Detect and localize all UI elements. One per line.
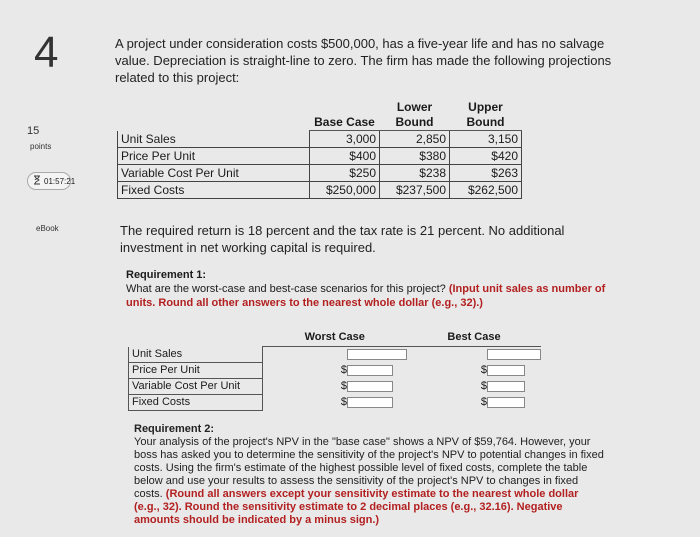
table-row bbox=[129, 362, 542, 378]
header-lower-bound: Lower Bound bbox=[380, 100, 450, 131]
points-label: points bbox=[30, 142, 52, 151]
cell-value: $238 bbox=[380, 165, 450, 182]
currency-symbol: $ bbox=[340, 364, 347, 376]
cell-value: $262,500 bbox=[450, 182, 522, 199]
hourglass-icon bbox=[32, 175, 42, 187]
cell-value: $237,500 bbox=[380, 182, 450, 199]
row-label: Unit Sales bbox=[129, 347, 263, 363]
points-value: 15 bbox=[27, 125, 40, 137]
best-fixed-costs-input[interactable] bbox=[487, 397, 525, 408]
best-unit-sales-input[interactable] bbox=[487, 349, 541, 360]
cell-value: $250 bbox=[310, 165, 380, 182]
cell-value: 3,150 bbox=[450, 131, 522, 148]
currency-symbol: $ bbox=[480, 396, 487, 408]
currency-symbol bbox=[407, 347, 487, 363]
row-label: Price Per Unit bbox=[118, 148, 310, 165]
cell-value: 3,000 bbox=[310, 131, 380, 148]
requirement-2-body: Your analysis of the project's NPV in the "base case" shows a NPV of $59,764. However, your boss has asked you to determine the sensitivity of the project's NPV to potential changes in fixed costs. Using the firm's estimate of the highest possible level of fixed costs, complete the table below and use your results to assess the sensitivity of the project's NPV to changes in fixed costs. bbox=[134, 436, 604, 500]
cell-value: $250,000 bbox=[310, 182, 380, 199]
requirement-1 bbox=[126, 268, 606, 310]
requirement-2 bbox=[134, 423, 606, 527]
cell-value: 2,850 bbox=[380, 131, 450, 148]
currency-symbol: $ bbox=[480, 364, 487, 376]
scenario-table bbox=[128, 328, 541, 411]
row-label: Variable Cost Per Unit bbox=[118, 165, 310, 182]
row-label: Price Per Unit bbox=[129, 362, 263, 378]
currency-symbol: $ bbox=[340, 380, 347, 392]
currency-symbol: $ bbox=[480, 380, 487, 392]
cell-value: $400 bbox=[310, 148, 380, 165]
table-row bbox=[118, 182, 522, 199]
return-text: The required return is 18 percent and the tax rate is 21 percent. No additional investment in net working capital is required. bbox=[120, 223, 565, 255]
header-best-case: Best Case bbox=[407, 328, 541, 347]
cell-value: $420 bbox=[450, 148, 522, 165]
table-row bbox=[129, 347, 542, 363]
worst-fixed-costs-input[interactable] bbox=[347, 397, 393, 408]
row-label: Unit Sales bbox=[118, 131, 310, 148]
best-variable-cost-input[interactable] bbox=[487, 381, 525, 392]
header-upper-bound: Upper Bound bbox=[450, 100, 522, 131]
row-label: Fixed Costs bbox=[129, 394, 263, 410]
cell-value: $380 bbox=[380, 148, 450, 165]
currency-symbol: $ bbox=[340, 396, 347, 408]
question-number: 4 bbox=[34, 28, 59, 77]
table-row bbox=[129, 378, 542, 394]
best-price-input[interactable] bbox=[487, 365, 525, 376]
ebook-link[interactable]: eBook bbox=[36, 224, 59, 233]
row-label: Fixed Costs bbox=[118, 182, 310, 199]
table-row bbox=[118, 131, 522, 148]
requirement-1-question: What are the worst-case and best-case scenarios for this project? bbox=[126, 283, 446, 295]
cell-value: $263 bbox=[450, 165, 522, 182]
worst-variable-cost-input[interactable] bbox=[347, 381, 393, 392]
table-row bbox=[118, 148, 522, 165]
header-base-case: Base Case bbox=[310, 100, 380, 131]
header-worst-case: Worst Case bbox=[263, 328, 408, 347]
worst-price-input[interactable] bbox=[347, 365, 393, 376]
requirement-2-title: Requirement 2: bbox=[134, 423, 215, 435]
table-row bbox=[129, 394, 542, 410]
row-label: Variable Cost Per Unit bbox=[129, 378, 263, 394]
worst-unit-sales-input[interactable] bbox=[347, 349, 407, 360]
projection-table bbox=[117, 100, 522, 199]
intro-text: A project under consideration costs $500,000, has a five-year life and has no salvage value. Depreciation is straight-line to zero. The firm has made the following projections related to this project: bbox=[115, 36, 612, 85]
currency-symbol bbox=[263, 347, 348, 363]
requirement-1-instruction: (Input unit sales as number of units. Round all other answers to the nearest whole dollar (e.g., 32).) bbox=[126, 283, 606, 309]
timer-value: 01:57:21 bbox=[44, 176, 76, 186]
table-row bbox=[118, 165, 522, 182]
timer[interactable] bbox=[27, 172, 76, 190]
requirement-1-title: Requirement 1: bbox=[126, 269, 207, 281]
requirement-2-instruction: (Round all answers except your sensitivity estimate to the nearest whole dollar (e.g., 32). Round the sensitivity estimate to 2 decimal places (e.g., 32.16). Negative amounts should be indicated by a minus sign.) bbox=[134, 488, 579, 526]
